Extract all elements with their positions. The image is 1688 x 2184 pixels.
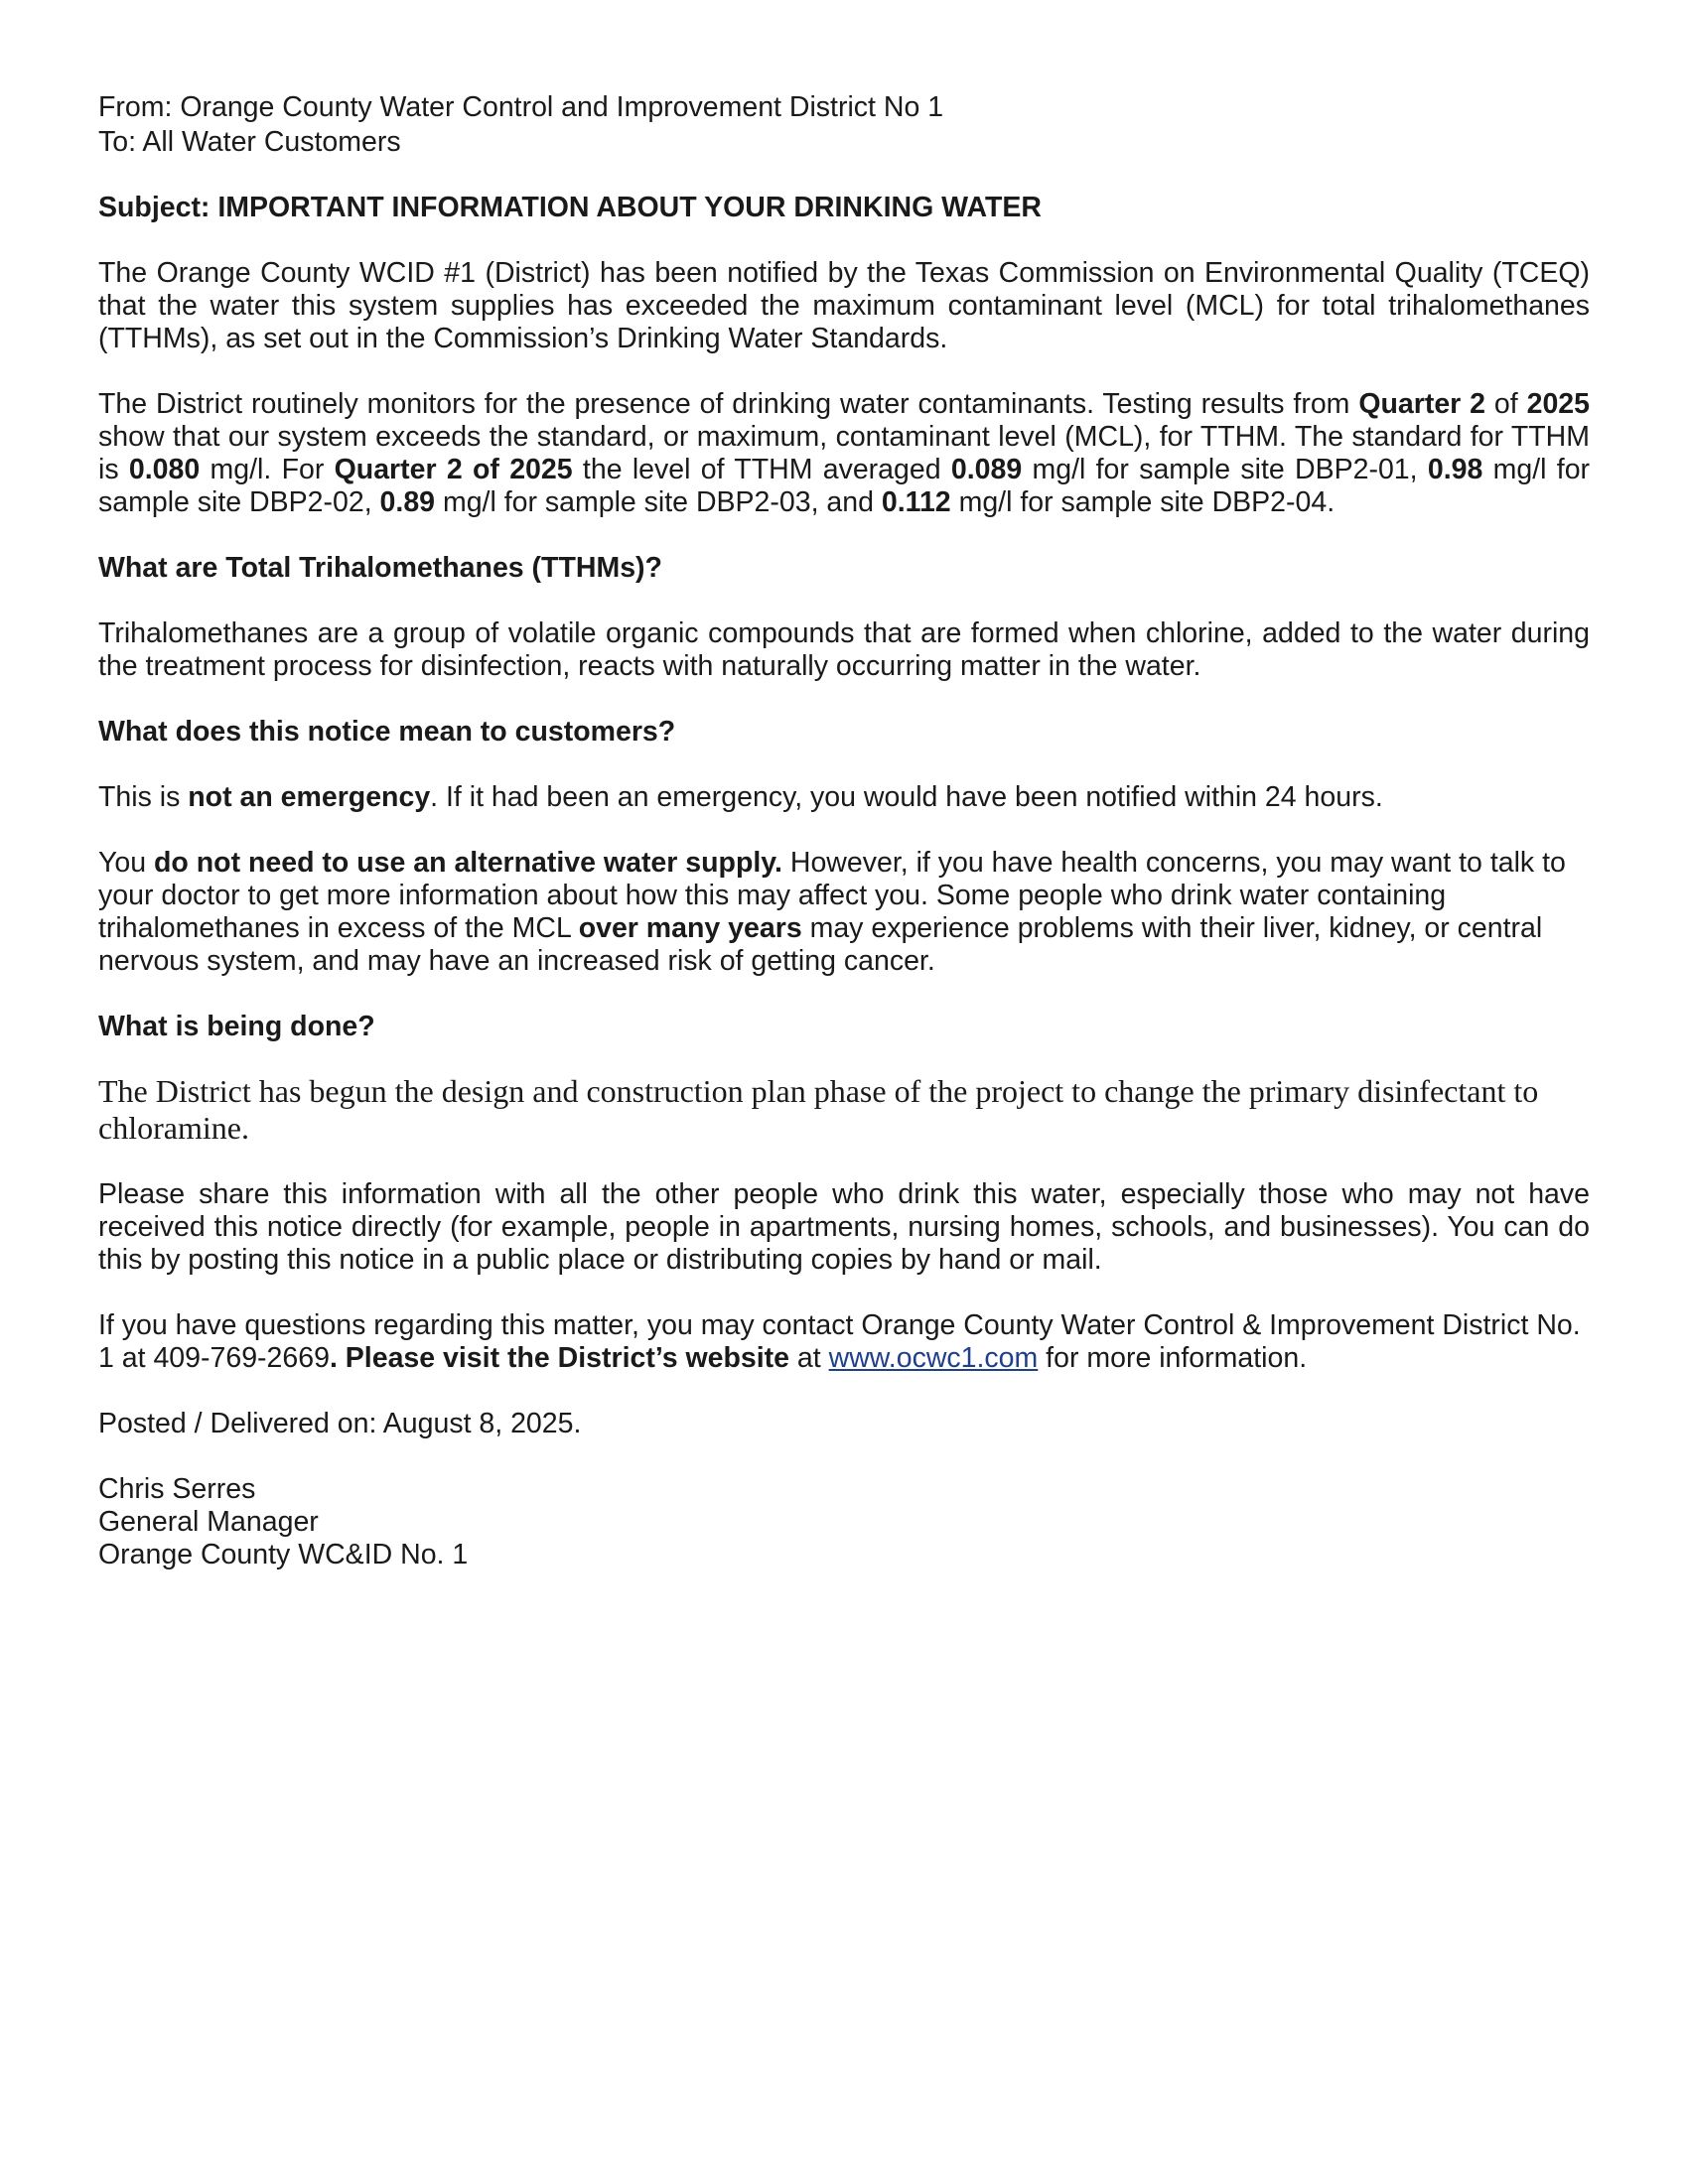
q2-p2-text-2: However, if you have health concerns, you may want to talk to your doctor to get more information about how this may affect you. Some people who drink water containing trihalomethanes in excess of the MCL <box>98 847 1566 944</box>
q2-paragraph-1 <box>98 781 1590 814</box>
q2-paragraph-2 <box>98 847 1590 978</box>
contact-website-emphasis: . Please visit the District’s website <box>329 1342 790 1374</box>
q2-p2-emphasis-1: do not need to use an alternative water supply. <box>154 847 782 879</box>
q2-p2-emphasis-2: over many years <box>578 912 802 944</box>
intro-paragraph <box>98 257 1590 355</box>
q2-heading-text: What does this notice mean to customers? <box>98 716 676 748</box>
q2-p1-text-2: . If it had been an emergency, you would have been notified within 24 hours. <box>430 781 1383 813</box>
contact-text-1: If you have questions regarding this matter, you may contact Orange County Water Control & Improvement District No. 1 at 409-769-2669 <box>98 1309 1581 1374</box>
to-line <box>98 126 1590 159</box>
intro-text: The Orange County WCID #1 (District) has been notified by the Texas Commission on Environmental Quality (TCEQ) that the water this system supplies has exceeded the maximum contaminant level (MCL) for total trihalomethanes (TTHMs), as set out in the Commission’s Drinking Water Standards. <box>98 257 1590 354</box>
monitoring-text-8: mg/l for sample site DBP2-03, and <box>435 486 882 518</box>
share-text: Please share this information with all the other people who drink this water, especially those who may not have received this notice directly (for example, people in apartments, nursing homes, schools, and businesses). You can do this by posting this notice in a public place or distributing copies by hand or mail. <box>98 1178 1590 1276</box>
site-dbp2-01-value: 0.089 <box>950 454 1023 485</box>
q3-heading-text: What is being done? <box>98 1011 375 1042</box>
q2-p2-text-3: may experience problems with their liver, kidney, or central nervous system, and may have an increased risk of getting cancer. <box>98 912 1543 977</box>
q1-heading <box>98 552 1590 585</box>
contact-text-3: for more information. <box>1038 1342 1308 1374</box>
share-paragraph <box>98 1178 1590 1277</box>
website-link[interactable]: www.ocwc1.com <box>828 1342 1039 1374</box>
q2-p1-emphasis: not an emergency <box>188 781 431 813</box>
monitoring-text-3: show that our system exceeds the standard, or maximum, contaminant level (MCL), for TTHM. The standard for TTHM is <box>98 421 1590 485</box>
signature-title: General Manager <box>98 1506 319 1538</box>
monitoring-text-5: the level of TTHM averaged <box>572 454 951 485</box>
subject-text: Subject: IMPORTANT INFORMATION ABOUT YOUR DRINKING WATER <box>98 192 1042 223</box>
q3-body-text: The District has begun the design and construction plan phase of the project to change the primary disinfectant to chloramine. <box>98 1073 1539 1146</box>
monitoring-text-9: mg/l for sample site DBP2-04. <box>950 486 1336 518</box>
posted-text: Posted / Delivered on: August 8, 2025. <box>98 1408 582 1439</box>
monitoring-paragraph <box>98 388 1590 519</box>
from-text: From: Orange County Water Control and Improvement District No 1 <box>98 91 944 123</box>
monitoring-period: Quarter 2 of 2025 <box>334 454 573 485</box>
signature-org: Orange County WC&ID No. 1 <box>98 1539 469 1570</box>
site-dbp2-02-value: 0.98 <box>1427 454 1483 485</box>
q2-p2-text-1: You <box>98 847 155 879</box>
subject-line <box>98 192 1590 224</box>
q3-paragraph <box>98 1073 1590 1147</box>
monitoring-text-2: of <box>1485 388 1527 420</box>
q1-paragraph <box>98 617 1590 683</box>
tthm-standard-value: 0.080 <box>128 454 201 485</box>
q2-heading <box>98 716 1590 749</box>
posted-line <box>98 1408 1590 1440</box>
site-dbp2-04-value: 0.112 <box>881 486 951 518</box>
monitoring-year: 2025 <box>1526 388 1590 420</box>
q2-p1-text-1: This is <box>98 781 189 813</box>
q1-heading-text: What are Total Trihalomethanes (TTHMs)? <box>98 552 662 584</box>
site-dbp2-03-value: 0.89 <box>379 486 436 518</box>
contact-paragraph <box>98 1309 1590 1375</box>
to-text: To: All Water Customers <box>98 126 401 158</box>
from-line <box>98 91 1590 124</box>
monitoring-text-6: mg/l for sample site DBP2-01, <box>1022 454 1428 485</box>
contact-text-2: at <box>789 1342 829 1374</box>
monitoring-text-4: mg/l. For <box>200 454 335 485</box>
signature-block <box>98 1473 1590 1571</box>
notice-page <box>98 91 1590 1571</box>
monitoring-text-1: The District routinely monitors for the presence of drinking water contaminants. Testing results from <box>98 388 1359 420</box>
q1-body-text: Trihalomethanes are a group of volatile organic compounds that are formed when chlorine, added to the water during the treatment process for disinfection, reacts with naturally occurring matter in the water. <box>98 617 1590 682</box>
monitoring-text-7: mg/l for sample site DBP2-02, <box>98 454 1591 518</box>
monitoring-quarter: Quarter 2 <box>1358 388 1486 420</box>
signature-name: Chris Serres <box>98 1473 256 1505</box>
q3-heading <box>98 1011 1590 1043</box>
